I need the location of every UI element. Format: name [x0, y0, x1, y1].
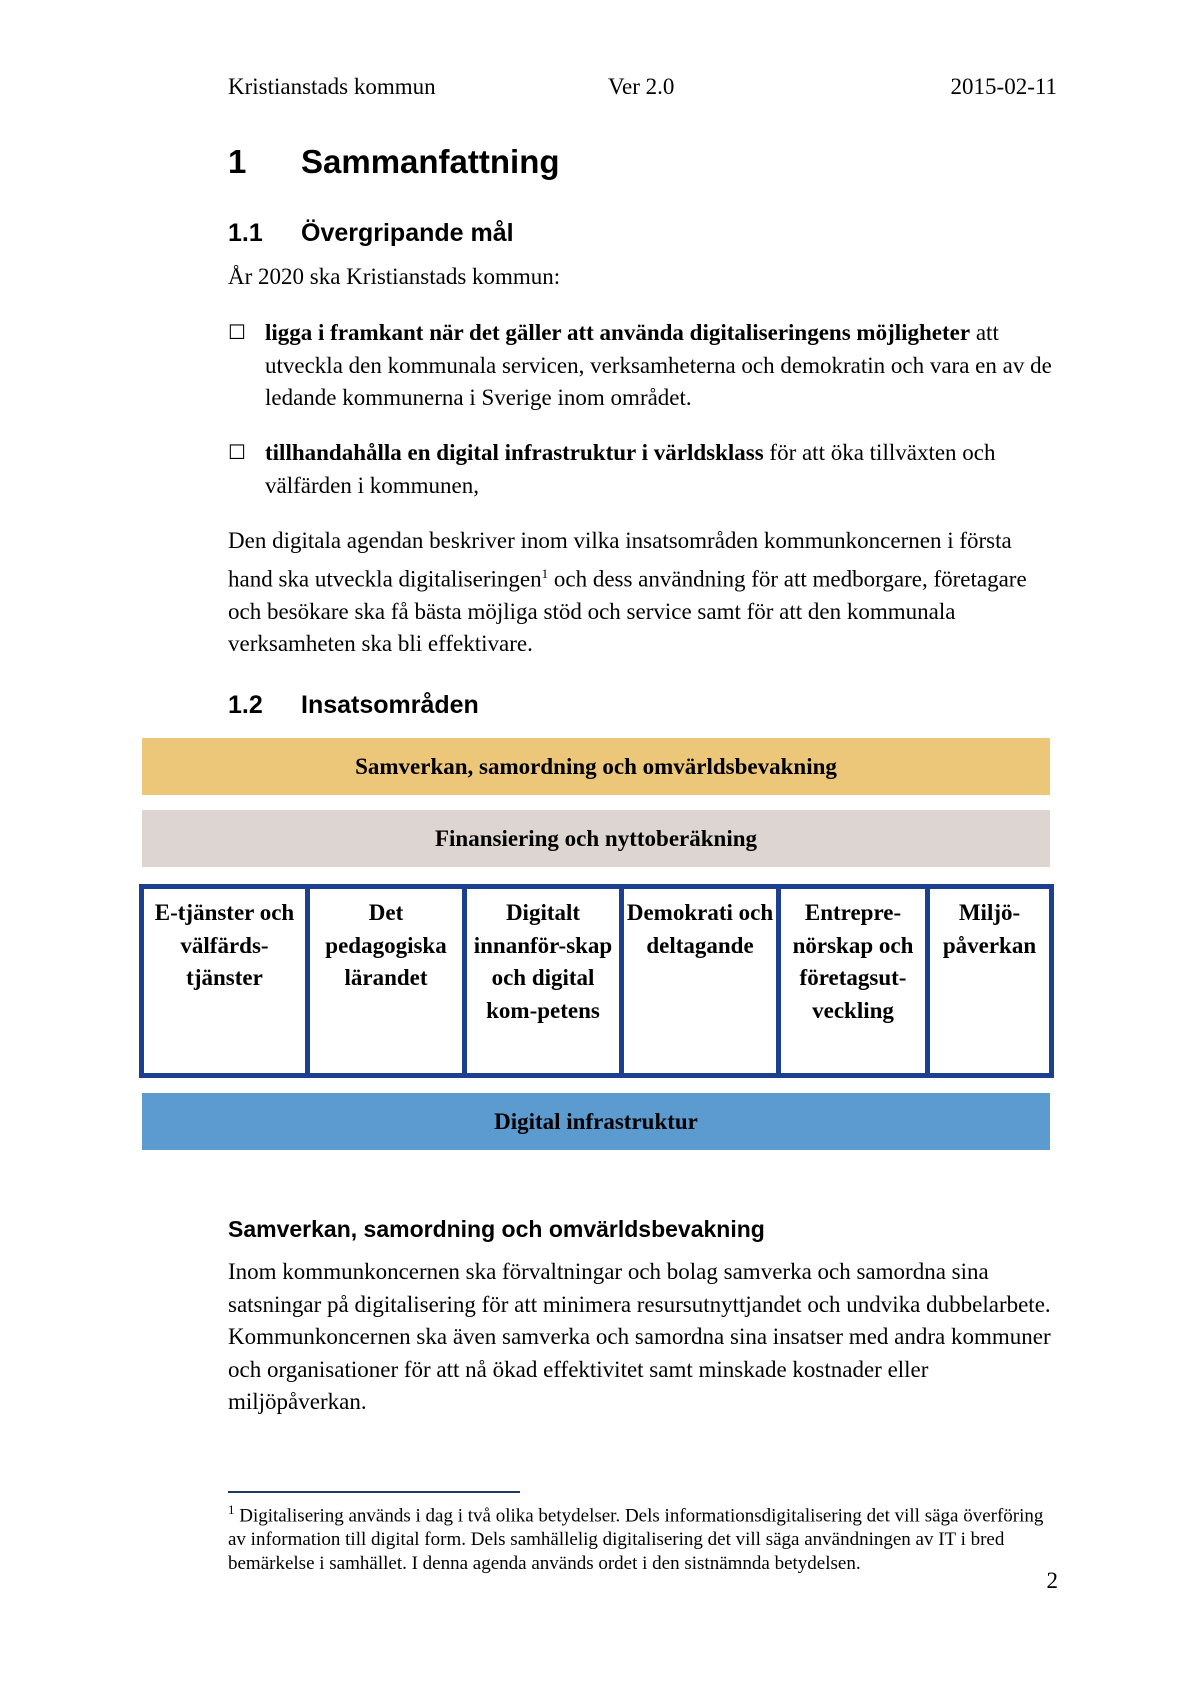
- bullet-item: [228, 317, 1060, 415]
- page-number: 2: [1046, 1568, 1058, 1593]
- paragraph-text: och dess användning för att medborgare, företagare och besökare ska få bästa möjliga stöd och service samt för att den kommunala verksamheten ska bli effektivare.: [228, 566, 1027, 657]
- subheading-samverkan: Samverkan, samordning och omvärldsbevakning: [228, 1216, 765, 1242]
- header-date: 2015-02-11: [950, 74, 1057, 99]
- paragraph-text: Den digitala agendan beskriver inom vilka insatsområden kommunkoncernen i första hand ska utveckla digitaliseringen: [228, 528, 1012, 592]
- band-digital-infrastruktur: Digital infrastruktur: [142, 1093, 1050, 1150]
- bullet-text: för att öka tillväxten och välfärden i kommunen,: [265, 440, 996, 498]
- heading-insatsomraden: [228, 688, 479, 722]
- section-title: Sammanfattning: [301, 143, 560, 180]
- section-number: 1.2: [228, 691, 263, 719]
- section-number: 1.1: [228, 219, 263, 247]
- focus-area-cell: Demokrati och deltagande: [624, 889, 781, 1073]
- agenda-paragraph: [228, 525, 1060, 661]
- band-samverkan: Samverkan, samordning och omvärldsbevakning: [142, 738, 1050, 795]
- focus-area-cell: Miljö-påverkan: [942, 900, 1037, 958]
- focus-area-grid: [139, 884, 1054, 1078]
- section-number: 1: [228, 143, 247, 180]
- footnote-text: Digitalisering används i dag i två olika betydelser. Dels informationsdigitalisering det vill säga överföring av information till digital form. Dels samhällelig digitalisering det vill säga användningen av IT i bred bemärkelse i samhället. I denna agenda används ordet i den sistnämnda betydelsen.: [228, 1505, 1044, 1575]
- header-org: Kristianstads kommun: [228, 74, 436, 99]
- focus-area-cell: E-tjänster och välfärds-tjänster: [144, 889, 310, 1073]
- checkbox-square-icon: ☐: [228, 322, 246, 344]
- bullet-bold-text: ligga i framkant när det gäller att använda digitaliseringens möjligheter: [265, 320, 971, 345]
- samverkan-paragraph: Inom kommunkoncernen ska förvaltningar och bolag samverka och samordna sina satsningar på digitalisering för att minimera resursutnyttjandet och undvika dubbelarbete. Kommunkoncernen ska även samverka och samordna sina insatser med andra kommuner och organisationer för att nå ökad effektivitet samt minskade kostnader eller miljöpåverkan.: [228, 1259, 1051, 1414]
- footnote-separator: [228, 1491, 520, 1493]
- focus-area-cell: Entrepre-nörskap och företagsut-veckling: [781, 889, 930, 1073]
- bullet-text: att utveckla den kommunala servicen, verksamheterna och demokratin och vara en av de ledande kommunerna i Sverige inom området.: [265, 320, 1052, 410]
- intro-text: År 2020 ska Kristianstads kommun:: [228, 264, 561, 289]
- footnote-ref[interactable]: 1: [541, 565, 549, 581]
- bullet-bold-text: tillhandahålla en digital infrastruktur i världsklass: [265, 440, 764, 465]
- header-version: Ver 2.0: [608, 74, 675, 99]
- heading-overgripande-mal: [228, 216, 514, 250]
- footnote-number: 1: [228, 1502, 235, 1517]
- section-title: Övergripande mål: [301, 219, 514, 247]
- checkbox-square-icon: ☐: [228, 442, 246, 464]
- band-finansiering: Finansiering och nyttoberäkning: [142, 810, 1050, 867]
- footnote: [228, 1498, 1060, 1576]
- bullet-item: [228, 437, 1060, 502]
- focus-area-cell: Digitalt innanför-skap och digital kom-petens: [467, 889, 624, 1073]
- section-title: Insatsområden: [301, 691, 479, 719]
- page-title: [228, 140, 560, 184]
- focus-area-cell: Det pedagogiska lärandet: [310, 889, 467, 1073]
